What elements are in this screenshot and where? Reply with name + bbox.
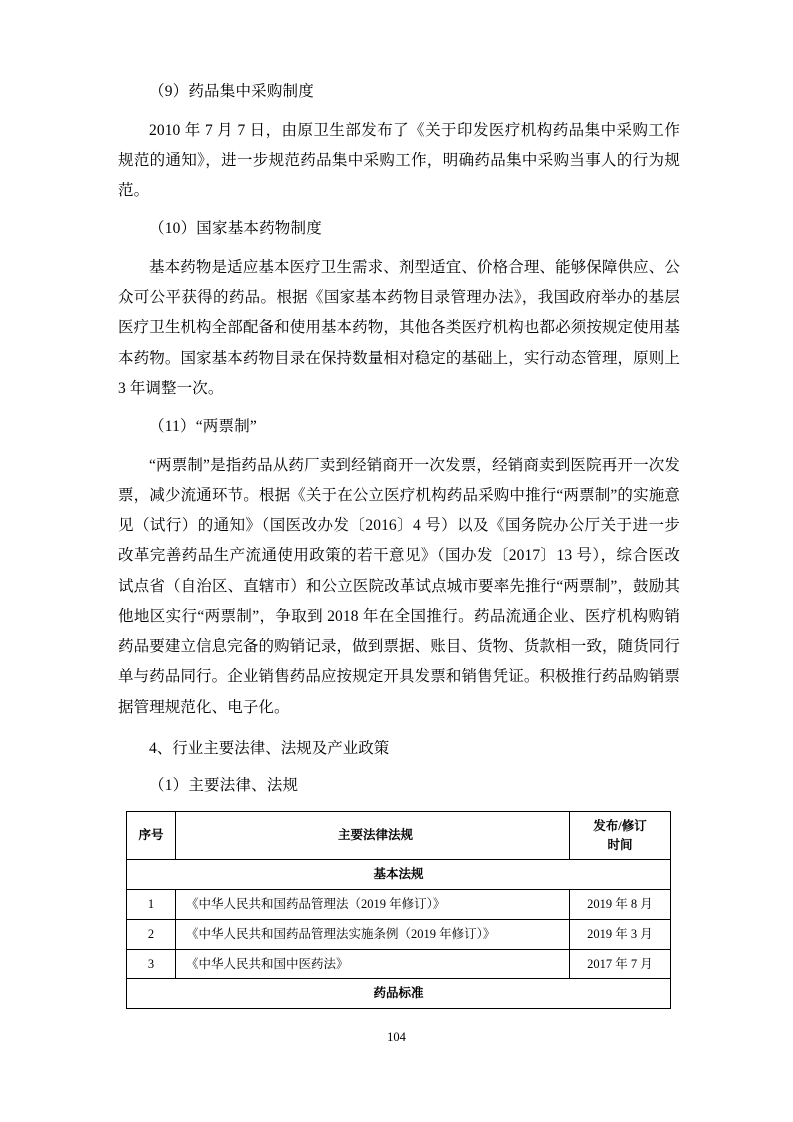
table-cell-no: 3: [127, 949, 176, 979]
table-body: [127, 860, 671, 1009]
table-header: [127, 811, 671, 860]
table-section-label: 基本法规: [127, 860, 671, 890]
paragraph-body-essential-drugs: 基本药物是适应基本医疗卫生需求、剂型适宜、价格合理、能够保障供应、公众可公平获得的药品。根据《国家基本药物目录管理办法》，我国政府举办的基层医疗卫生机构全部配备和使用基本药物，其他各类医疗机构也都必须按规定使用基本药物。国家基本药物目录在保持数量相对稳定的基础上，实行动态管理，原则上 3 年调整一次。: [118, 259, 680, 397]
table-row: [127, 890, 671, 920]
table-section-label: 药品标准: [127, 979, 671, 1009]
table-cell-no: 2: [127, 919, 176, 949]
table-cell-name: 《中华人民共和国药品管理法实施条例（2019 年修订）》: [176, 919, 570, 949]
table-cell-date: 2019 年 3 月: [570, 919, 671, 949]
page-number: 104: [387, 1030, 406, 1044]
page-content: [118, 78, 680, 1009]
paragraph-body-drug-centralized-procurement: 2010 年 7 月 7 日，由原卫生部发布了《关于印发医疗机构药品集中采购工作规范的通知》，进一步规范药品集中采购工作，明确药品集中采购当事人的行为规范。: [118, 121, 680, 200]
paragraph-heading-drug-centralized-procurement: （9）药品集中采购制度: [149, 83, 314, 100]
table-cell-date: 2019 年 8 月: [570, 890, 671, 920]
paragraph-heading-two-invoice-system: （11）“两票制”: [149, 418, 257, 436]
column-header-date: [570, 811, 671, 860]
table-cell-name: 《中华人民共和国中医药法》: [176, 949, 570, 979]
column-header-date-line2: 时间: [607, 837, 633, 852]
table-cell-name: 《中华人民共和国药品管理法（2019 年修订）》: [176, 890, 570, 920]
paragraph-body-two-invoice-system: “两票制”是指药品从药厂卖到经销商开一次发票，经销商卖到医院再开一次发票，减少流通环节。根据《关于在公立医疗机构药品采购中推行“两票制”的实施意见（试行）的通知》（国医改办发〔2016〕4 号）以及《国务院办公厅关于进一步改革完善药品生产流通使用政策的若干意见》（国办发〔2017〕13 号），综合医改试点省（自治区、直辖市）和公立医院改革试点城市要率先推行“两票制”，鼓励其他地区实行“两票制”，争取到 2018 年在全国推行。药品流通企业、医疗机构购销药品要建立信息完备的购销记录，做到票据、账目、货物、货款相一致，随货同行单与药品同行。企业销售药品应按规定开具发票和销售凭证。积极推行药品购销票据管理规范化、电子化。: [118, 456, 680, 716]
column-header-date-line1: 发布/修订: [593, 818, 647, 833]
table-row: [127, 919, 671, 949]
laws-regulations-table: [126, 811, 671, 1009]
table-row: [127, 949, 671, 979]
table-cell-date: 2017 年 7 月: [570, 949, 671, 979]
section-heading-laws-regulations-policies: 4、行业主要法律、法规及产业政策: [149, 739, 390, 757]
table-cell-no: 1: [127, 890, 176, 920]
table-header-row: [127, 811, 671, 860]
paragraph-heading-main-laws: （1）主要法律、法规: [149, 777, 299, 795]
column-header-no: 序号: [127, 811, 176, 860]
column-header-name: 主要法律法规: [176, 811, 570, 860]
paragraph-heading-essential-drugs: （10）国家基本药物制度: [149, 220, 322, 238]
table-section-row: [127, 979, 671, 1009]
table-section-row: [127, 860, 671, 890]
